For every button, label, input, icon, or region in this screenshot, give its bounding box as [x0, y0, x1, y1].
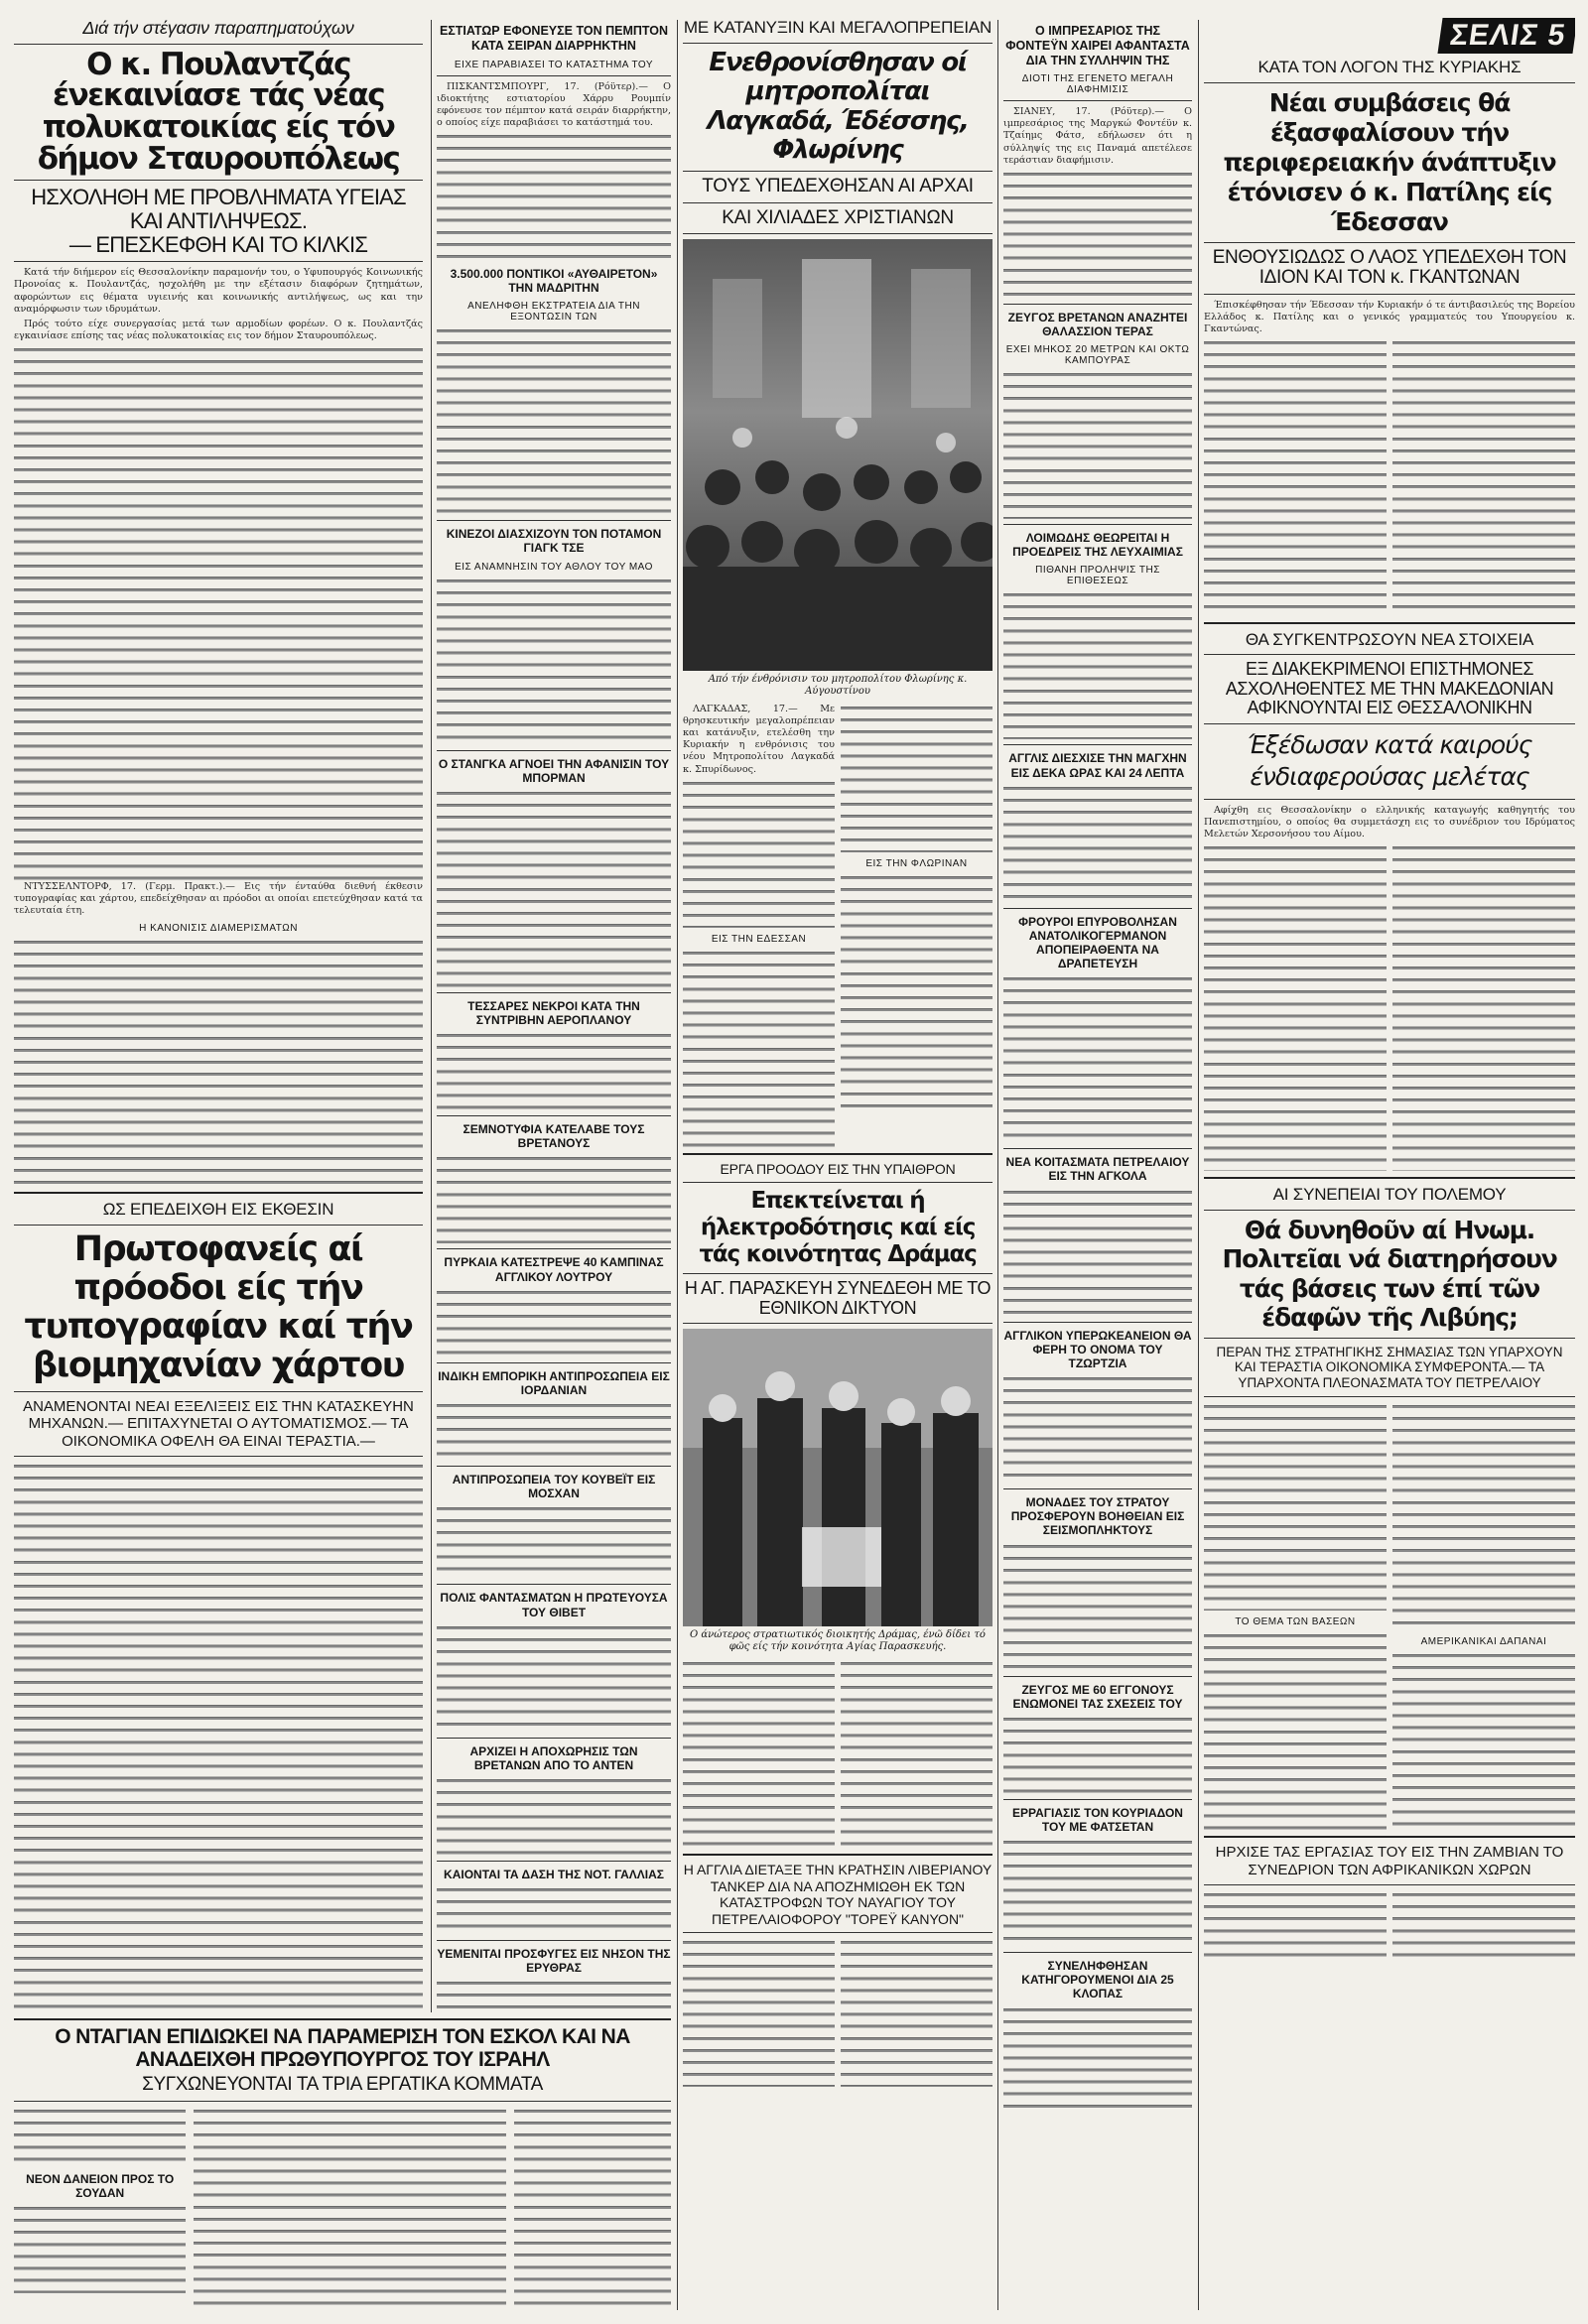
article-headline: Η ΑΓΓΛΙΑ ΔΙΕΤΑΞΕ ΤΗΝ ΚΡΑΤΗΣΙΝ ΛΙΒΕΡΙΑΝΟΥ ΤΑΝΚΕΡ ΔΙΑ ΝΑ ΑΠΟΖΗΜΙΩΘΗ ΕΚ ΤΩΝ ΚΑΤΑΣΤΡΟΦΩΝ ΤΟΥ ΝΑΥΑΓΙΟΥ ΤΟΥ ΠΕΤΡΕΛΑΙΟΦΟΡΟΥ "ΤΟΡΕΫ ΚΑΝΥΟΝ" [683, 1861, 992, 1927]
article-headline: Ο κ. Πουλαντζάς ένεκαινίασε τάς νέας πολυκατοικίας είς τόν δήμον Σταυρουπόλεως [37, 46, 400, 177]
text-filler [1204, 843, 1387, 1171]
bottom-left-article [14, 2012, 671, 2310]
article-headline: ΑΓΓΛΙΣ ΔΙΕΣΧΙΣΕ ΤΗΝ ΜΑΓΧΗΝ ΕΙΣ ΔΕΚΑ ΩΡΑΣ ΚΑΙ 24 ΛΕΠΤΑ [1008, 751, 1187, 780]
article-headline: ΖΕΥΓΟΣ ΜΕ 60 ΕΓΓΟΝΟΥΣ ΕΝΩΜΟΝΕΙ ΤΑΣ ΣΧΕΣΕΙΣ ΤΟΥ [1012, 1682, 1183, 1711]
paragraph: Αφίχθη εις Θεσσαλονίκην ο ελληνικής καταγωγής καθηγητής του Πανεπιστημίου, ο οποίος θα συμμετάσχη εις το συνέδριον του Ιδρύματος Μελετών Χερσονήσου του Αίμου. [1204, 804, 1575, 839]
text-filler [683, 1659, 835, 1848]
article-headline: ΠΥΡΚΑΙΑ ΚΑΤΕΣΤΡΕΨΕ 40 ΚΑΜΠΙΝΑΣ ΑΓΓΛΙΚΟΥ ΛΟΥΤΡΟΥ [444, 1255, 664, 1284]
article-headline: ΑΓΓΛΙΚΟΝ ΥΠΕΡΩΚΕΑΝΕΙΟΝ ΘΑ ΦΕΡΗ ΤΟ ΟΝΟΜΑ ΤΟΥ ΤΖΩΡΤΖΙΑ [1003, 1328, 1192, 1370]
column-rule [431, 20, 432, 2310]
article-subhead: ΕΙΣ ΑΝΑΜΝΗΣΙΝ ΤΟΥ ΑΘΛΟΥ ΤΟΥ ΜΑΟ [455, 561, 653, 573]
text-filler [437, 1623, 671, 1733]
text-filler [1003, 1188, 1192, 1317]
article-headline: ΛΟΙΜΩΔΗΣ ΘΕΩΡΕΙΤΑΙ Η ΠΡΟΕΔΡΕΙΣ ΤΗΣ ΛΕΥΧΑΙΜΙΑΣ [1012, 531, 1183, 560]
article-subhead: ΑΝΑΜΕΝΟΝΤΑΙ ΝΕΑΙ ΕΞΕΛΙΞΕΙΣ ΕΙΣ ΤΗΝ ΚΑΤΑΣΚΕΥΗΝ ΜΗΧΑΝΩΝ.— ΕΠΙΤΑΧΥΝΕΤΑΙ Ο ΑΥΤΟΜΑΤΙΣΜΟΣ.— ΤΑ ΟΙΚΟΝΟΜΙΚΑ ΟΦΕΛΗ ΘΑ ΕΙΝΑΙ ΤΕΡΑΣΤΙΑ.— [23, 1397, 414, 1450]
text-filler [1003, 1374, 1192, 1484]
article-subhead: ΕΧΕΙ ΜΗΚΟΣ 20 ΜΕΤΡΩΝ ΚΑΙ ΟΚΤΩ ΚΑΜΠΟΥΡΑΣ [1005, 344, 1190, 367]
article-headline: ΣΥΝΕΛΗΦΘΗΣΑΝ ΚΑΤΗΓΟΡΟΥΜΕΝΟΙ ΔΙΑ 25 ΚΛΟΠΑΣ [1021, 1959, 1174, 2001]
text-filler [1204, 1890, 1387, 1960]
text-filler [1003, 590, 1192, 739]
article-subhead: Έξέδωσαν κατά καιρούς ένδιαφερούσας μελέτας [1247, 729, 1532, 792]
paragraph: ΛΑΓΚΑΔΑΣ, 17.— Με θρησκευτικήν μεγαλοπρέπειαν και κατάνυξιν, ετελέσθη την Κυριακήν η ενθρόνισις του νέου Μητροπολίτου Λαγκαδά κ. Σπυρίδωνος. [683, 704, 835, 775]
article-subhead: ΣΥΓΧΩΝΕΥΟΝΤΑΙ ΤΑ ΤΡΙΑ ΕΡΓΑΤΙΚΑ ΚΟΜΜΑΤΑ [142, 2074, 543, 2096]
text-filler [1204, 1402, 1387, 1611]
article-headline: ΤΕΣΣΑΡΕΣ ΝΕΚΡΟΙ ΚΑΤΑ ΤΗΝ ΣΥΝΤΡΙΒΗΝ ΑΕΡΟΠΛΑΝΟΥ [467, 998, 640, 1027]
text-filler [437, 1776, 671, 1856]
section-subhead: ΤΟ ΘΕΜΑ ΤΩΝ ΒΑΣΕΩΝ [1235, 1616, 1356, 1628]
article-headline: ΑΝΤΙΠΡΟΣΩΠΕΙΑ ΤΟΥ ΚΟΥΒΕΪΤ ΕΙΣ ΜΟΣΧΑΝ [452, 1473, 656, 1501]
article-kicker: ΩΣ ΕΠΕΔΕΙΧΘΗ ΕΙΣ ΕΚΘΕΣΙΝ [102, 1200, 334, 1220]
text-filler [1003, 2005, 1192, 2115]
article-headline: ΚΑΙΟΝΤΑΙ ΤΑ ΔΑΣΗ ΤΗΣ ΝΟΤ. ΓΑΛΛΙΑΣ [444, 1868, 664, 1881]
column-2 [437, 18, 671, 2314]
article-headline: ΣΕΜΝΟΤΥΦΙΑ ΚΑΤΕΛΑΒΕ ΤΟΥΣ ΒΡΕΤΑΝΟΥΣ [463, 1122, 645, 1151]
article-headline: Πρωτοφανείς αί πρόοδοι είς τήν τυπογραφίαν καί τήν βιομηχανίαν χάρτου [24, 1228, 413, 1386]
article-subhead: ΤΟΥΣ ΥΠΕΔΕΧΘΗΣΑΝ ΑΙ ΑΡΧΑΙ [702, 176, 974, 197]
paragraph: Κατά τήν διήμερον είς Θεσσαλονίκην παραμονήν του, ο Υφυπουργός Κοινωνικής Προνοίας κ. Πουλαντζάς, ησχολήθη με την εξέτασιν διαφόρων ζητημάτων, αφορώντων εις θέματα υγιεινής και κοινωνικής αντιλήψεως, ως και την αναμόρφωσιν των ιδρυμάτων. [14, 267, 423, 315]
article-headline: ΠΟΛΙΣ ΦΑΝΤΑΣΜΑΤΩΝ Η ΠΡΩΤΕΥΟΥΣΑ ΤΟΥ ΘΙΒΕΤ [440, 1591, 668, 1619]
article-kicker: ΚΑΤΑ ΤΟΝ ΛΟΓΟΝ ΤΗΣ ΚΥΡΙΑΚΗΣ [1257, 58, 1522, 76]
article-headline: Ο ΝΤΑΓΙΑΝ ΕΠΙΔΙΩΚΕΙ ΝΑ ΠΑΡΑΜΕΡΙΣΗ ΤΟΝ ΕΣΚΟΛ ΚΑΙ ΝΑ ΑΝΑΔΕΙΧΘΗ ΠΡΩΘΥΠΟΥΡΓΟΣ ΤΟΥ ΙΣΡΑΗΛ [55, 2025, 630, 2071]
paragraph: ΠΙΣΚΑΝΤΣΜΠΟΥΡΓ, 17. (Ρόϋτερ).— Ο ιδιοκτήτης εστιατορίου Χάρρυ Ρουμπίν εφόνευσε τον πέμπτον κατά σειράν διαρρήκτην, ο οποίος είχε παραβιάσει το κατάστημά του. [437, 80, 671, 128]
article-subhead: ΗΣΧΟΛΗΘΗ ΜΕ ΠΡΟΒΛΗΜΑΤΑ ΥΓΕΙΑΣ ΚΑΙ ΑΝΤΙΛΗΨΕΩΣ. [31, 185, 406, 233]
text-filler [1003, 370, 1192, 519]
article-subhead: ΠΙΘΑΝΗ ΠΡΟΛΗΨΙΣ ΤΗΣ ΕΠΙΘΕΣΕΩΣ [1035, 565, 1160, 587]
page-number-logo: ΣΕΛΙΣ 5 [1437, 18, 1575, 54]
article-subhead: ΔΙΟΤΙ ΤΗΣ ΕΓΕΝΕΤΟ ΜΕΓΑΛΗ ΔΙΑΦΗΜΙΣΙΣ [1021, 73, 1174, 96]
paragraph: Έπισκέφθησαν τήν Έδεσσαν τήν Κυριακήν ό τε άντιβασιλεύς της Βορείου Ελλάδος κ. Πατίλης και ο γενικός γραμματεύς του Υπουργείου κ. Γκαντώνας. [1204, 299, 1575, 334]
text-filler [1003, 1838, 1192, 1947]
photo-image [683, 1329, 992, 1626]
article-headline: Θά δυνηθοῦν αί Ηνωμ. Πολιτεῖαι νά διατηρήσουν τάς βάσεις των έπί τῶν έδαφῶν τῆς Λιβύης; [1222, 1215, 1557, 1333]
article-headline: Ο ΙΜΠΡΕΣΑΡΙΟΣ ΤΗΣ ΦΟΝΤΕΫΝ ΧΑΙΡΕΙ ΑΦΑΝΤΑΣΤΑ ΔΙΑ ΤΗΝ ΣΥΛΛΗΨΙΝ ΤΗΣ [1005, 24, 1190, 67]
text-filler [1003, 974, 1192, 1143]
article-kicker: Διά τήν στέγασιν παραπηματούχων [82, 18, 354, 38]
text-filler [841, 704, 992, 852]
photo-caption: Από τήν ένθρόνισιν του μητροπολίτου Φλωρίνης κ. Αύγουστίνου [708, 674, 968, 698]
photo-caption: Ο άνώτερος στρατιωτικός διοικητής Δράμας, ένῶ δίδει τό φῶς είς τήν κοινότητα Αγίας Παρασκευής. [690, 1628, 986, 1652]
text-filler [437, 577, 671, 745]
text-filler [1204, 1631, 1387, 1830]
paragraph: ΣΙΑΝΕΥ, 17. (Ρόϋτερ).— Ο ιμπρεσάριος της Μαργκώ Φοντέϋν κ. Τζαίημς Φάτσ, εδήλωσεν ότι η σύλληψίς της εις Παναμά απετέλεσε τεράστιαν διαφήμισιν. [1003, 106, 1192, 166]
text-filler [437, 1401, 671, 1461]
text-filler [1003, 1715, 1192, 1794]
article-headline: Ο ΣΤΑΝΓΚΑ ΑΓΝΟΕΙ ΤΗΝ ΑΦΑΝΙΣΙΝ ΤΟΥ ΜΠΟΡΜΑΝ [438, 756, 670, 785]
text-filler [437, 326, 671, 515]
article-subhead: Η ΑΓ. ΠΑΡΑΣΚΕΥΗ ΣΥΝΕΔΕΘΗ ΜΕ ΤΟ ΕΘΝΙΚΟΝ ΔΙΚΤΥΟΝ [684, 1278, 992, 1318]
text-filler [437, 1288, 671, 1357]
photo-image [683, 239, 992, 671]
article-subhead: ΠΕΡΑΝ ΤΗΣ ΣΤΡΑΤΗΓΙΚΗΣ ΣΗΜΑΣΙΑΣ ΤΩΝ ΥΠΑΡΧΟΥΝ ΚΑΙ ΤΕΡΑΣΤΙΑ ΟΙΚΟΝΟΜΙΚΑ ΣΥΜΦΕΡΟΝΤΑ.— ΤΑ ΥΠΑΡΧΟΝΤΑ ΠΛΕΟΝΑΣΜΑΤΑ ΤΟΥ ΠΕΤΡΕΛΑΙΟΥ [1216, 1344, 1563, 1391]
section-subhead: Η ΚΑΝΟΝΙΣΙΣ ΔΙΑΜΕΡΙΣΜΑΤΩΝ [139, 923, 298, 935]
text-filler [437, 1504, 671, 1579]
text-filler [841, 1938, 992, 2087]
section-subhead: ΕΙΣ ΤΗΝ ΕΔΕΣΣΑΝ [711, 933, 807, 945]
text-filler [1003, 1542, 1192, 1671]
text-filler [1392, 1651, 1575, 1830]
text-filler [514, 2107, 671, 2305]
photo-electrification [683, 1329, 992, 1626]
text-filler [14, 345, 423, 881]
text-filler [437, 1154, 671, 1243]
text-filler [437, 1031, 671, 1110]
article-headline: ΖΕΥΓΟΣ ΒΡΕΤΑΝΩΝ ΑΝΑΖΗΤΕΙ ΘΑΛΑΣΣΙΟΝ ΤΕΡΑΣ [1007, 310, 1188, 338]
column-rule [677, 20, 678, 2310]
text-filler [1392, 843, 1575, 1171]
article-headline: ΕΡΡΑΓΙΑΣΙΣ ΤΟΝ ΚΟΥΡΙΑΔΟΝ ΤΟΥ ΜΕ ΦΑΤΣΕΤΑΝ [1012, 1805, 1183, 1834]
article-subhead: — ΕΠΕΣΚΕΦΘΗ ΚΑΙ ΤΟ ΚΙΛΚΙΣ [68, 231, 368, 257]
article-headline: ΜΟΝΑΔΕΣ ΤΟΥ ΣΤΡΑΤΟΥ ΠΡΟΣΦΕΡΟΥΝ ΒΟΗΘΕΙΑΝ ΕΙΣ ΣΕΙΣΜΟΠΛΗΚΤΟΥΣ [1010, 1495, 1185, 1538]
text-filler [14, 1462, 423, 2057]
text-filler [841, 873, 992, 1111]
photo-enthronement [683, 239, 992, 671]
article-headline: 3.500.000 ΠΟΝΤΙΚΟΙ «ΑΥΘΑΙΡΕΤΟΝ» ΤΗΝ ΜΑΔΡΙΤΗΝ [450, 266, 658, 296]
text-filler [1392, 1402, 1575, 1630]
article-kicker: ΑΙ ΣΥΝΕΠΕΙΑΙ ΤΟΥ ΠΟΛΕΜΟΥ [1272, 1185, 1507, 1204]
article-kicker: ΜΕ ΚΑΤΑΝΥΞΙΝ ΚΑΙ ΜΕΓΑΛΟΠΡΕΠΕΙΑΝ [683, 18, 992, 37]
text-filler [194, 2107, 506, 2305]
article-headline: Επεκτείνεται ή ήλεκτροδότησις καί είς τάς κοινότητας Δράμας [699, 1187, 977, 1267]
article-headline: ΦΡΟΥΡΟΙ ΕΠΥΡΟΒΟΛΗΣΑΝ ΑΝΑΤΟΛΙΚΟΓΕΡΜΑΝΟΝ ΑΠΟΠΕΙΡΑΘΕΝΤΑ ΝΑ ΔΡΑΠΕΤΕΥΣΗ [1018, 914, 1177, 971]
article-headline: ΕΣΤΙΑΤΩΡ ΕΦΟΝΕΥΣΕ ΤΟΝ ΠΕΜΠΤΟΝ ΚΑΤΑ ΣΕΙΡΑΝ ΔΙΑΡΡΗΚΤΗΝ [439, 24, 669, 53]
text-filler [683, 949, 835, 1147]
article-headline: ΑΡΧΙΖΕΙ Η ΑΠΟΧΩΡΗΣΙΣ ΤΩΝ ΒΡΕΤΑΝΩΝ ΑΠΟ ΤΟ ΑΝΤΕΝ [469, 1743, 638, 1772]
paragraph: ΝΤΥΣΣΕΛΝΤΟΡΦ, 17. (Γερμ. Πρακτ.).— Εις τήν ένταύθα διεθνή έκθεσιν τυπογραφίας και χάρτου, επεδείχθησαν αι πρόοδοι αι οποίαι επετεύχθησαν κατά τα τελευταία έτη. [14, 880, 423, 917]
article-headline: ΝΕΑ ΚΟΙΤΑΣΜΑΤΑ ΠΕΤΡΕΛΑΙΟΥ ΕΙΣ ΤΗΝ ΑΓΚΟΛΑ [1005, 1155, 1190, 1184]
text-filler [1003, 170, 1192, 299]
article-kicker: ΘΑ ΣΥΓΚΕΝΤΡΩΣΟΥΝ ΝΕΑ ΣΤΟΙΧΕΙΑ [1245, 629, 1534, 649]
text-filler [1392, 1890, 1575, 1960]
article-headline: Ενεθρονίσθησαν οί μητροπολίται Λαγκαδά, Έδέσσης, Φλωρίνης [707, 47, 969, 166]
column-5 [1204, 18, 1575, 2314]
column-4 [1003, 18, 1192, 2314]
column-rule [1198, 20, 1199, 2310]
article-subhead: ΕΙΧΕ ΠΑΡΑΒΙΑΣΕΙ ΤΟ ΚΑΤΑΣΤΗΜΑ ΤΟΥ [454, 59, 654, 70]
article-headline: ΕΞ ΔΙΑΚΕΚΡΙΜΕΝΟΙ ΕΠΙΣΤΗΜΟΝΕΣ ΑΣΧΟΛΗΘΕΝΤΕΣ ΜΕ ΤΗΝ ΜΑΚΕΔΟΝΙΑΝ ΑΦΙΚΝΟΥΝΤΑΙ ΕΙΣ ΘΕΣΣΑΛΟΝΙΚΗΝ [1225, 659, 1554, 718]
text-filler [1392, 338, 1575, 616]
section-subhead: ΕΙΣ ΤΗΝ ΦΛΩΡΙΝΑΝ [865, 858, 968, 870]
text-filler [437, 132, 671, 261]
article-body [14, 267, 423, 342]
column-rule [997, 20, 998, 2310]
text-filler [437, 1885, 671, 1935]
section-subhead: ΑΜΕΡΙΚΑΝΙΚΑΙ ΔΑΠΑΝΑΙ [1420, 1636, 1547, 1648]
text-filler [14, 2204, 186, 2293]
text-filler [1003, 784, 1192, 903]
column-center [683, 18, 992, 2314]
article-subhead: ΚΑΙ ΧΙΛΙΑΔΕΣ ΧΡΙΣΤΙΑΝΩΝ [722, 206, 954, 228]
article-headline: ΝΕΟΝ ΔΑΝΕΙΟΝ ΠΡΟΣ ΤΟ ΣΟΥΔΑΝ [26, 2171, 175, 2201]
article-subhead: ΑΝΕΛΗΦΘΗ ΕΚΣΤΡΑΤΕΙΑ ΔΙΑ ΤΗΝ ΕΞΟΝΤΩΣΙΝ ΤΩΝ [467, 301, 640, 323]
article-subhead: ΕΝΘΟΥΣΙΩΔΩΣ Ο ΛΑΟΣ ΥΠΕΔΕΧΘΗ ΤΟΝ ΙΔΙΟΝ ΚΑΙ ΤΟΝ κ. ΓΚΑΝΤΩΝΑΝ [1212, 246, 1567, 289]
paragraph: Πρός τούτο είχε συνεργασίας μετά των αρμοδίων φορέων. Ο κ. Πουλαντζάς εγκαινίασε επίσης τας νέας πολυκατοικίας εις τον δήμον Σταυρουπόλεως. [14, 318, 423, 341]
article-headline: ΗΡΧΙΣΕ ΤΑΣ ΕΡΓΑΣΙΑΣ ΤΟΥ ΕΙΣ ΤΗΝ ΖΑΜΒΙΑΝ ΤΟ ΣΥΝΕΔΡΙΟΝ ΤΩΝ ΑΦΡΙΚΑΝΙΚΩΝ ΧΩΡΩΝ [1215, 1844, 1564, 1878]
text-filler [14, 938, 423, 1186]
article-headline: ΚΙΝΕΖΟΙ ΔΙΑΣΧΙΖΟΥΝ ΤΟΝ ΠΟΤΑΜΟΝ ΓΙΑΓΚ ΤΣΕ [446, 527, 662, 556]
column-1 [14, 18, 423, 2314]
article-headline: Νέαι συμβάσεις θά έξασφαλίσουν τήν περιφερειακήν άνάπτυξιν έτόνισεν ό κ. Πατίλης είς Έδεσσαν [1223, 87, 1556, 236]
article-kicker: ΕΡΓΑ ΠΡΟΟΔΟΥ ΕΙΣ ΤΗΝ ΥΠΑΙΘΡΟΝ [720, 1160, 956, 1177]
text-filler [683, 1938, 835, 2087]
text-filler [14, 2107, 186, 2166]
text-filler [1204, 338, 1387, 616]
article-headline: ΥΕΜΕΝΙΤΑΙ ΠΡΟΣΦΥΓΕΣ ΕΙΣ ΝΗΣΟΝ ΤΗΣ ΕΡΥΘΡΑΣ [437, 1947, 671, 1976]
text-filler [683, 779, 835, 928]
text-filler [437, 789, 671, 987]
text-filler [841, 1659, 992, 1848]
article-headline: ΙΝΔΙΚΗ ΕΜΠΟΡΙΚΗ ΑΝΤΙΠΡΟΣΩΠΕΙΑ ΕΙΣ ΙΟΡΔΑΝΙΑΝ [438, 1368, 670, 1397]
